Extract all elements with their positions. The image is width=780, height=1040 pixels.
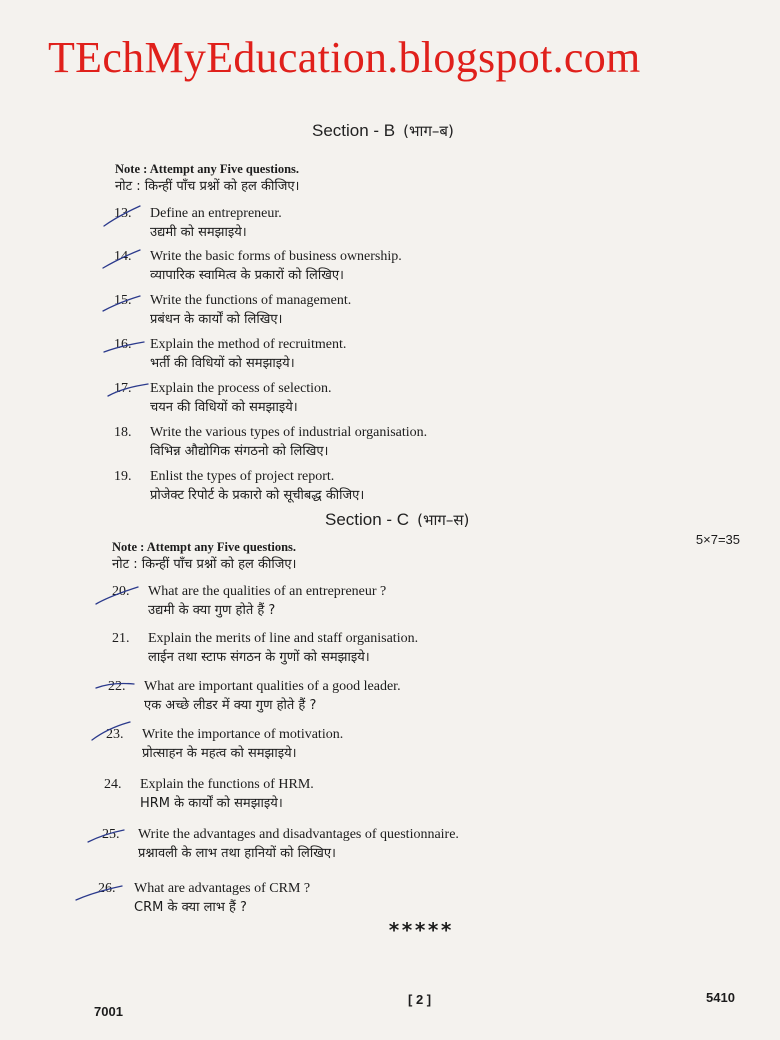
- question-number: 25.: [102, 827, 120, 842]
- question-13: [114, 205, 282, 243]
- question-text-hi: भर्ती की विधियों को समझाइये।: [150, 356, 295, 371]
- section-c-note-hi: नोट : किन्हीं पाँच प्रश्नों को हल कीजिए।: [112, 557, 297, 572]
- question-20: [112, 583, 386, 621]
- question-text-en: What are important qualities of a good leader.: [144, 679, 401, 694]
- question-text-hi: HRM के कार्यों को समझाइये।: [140, 796, 283, 811]
- section-b-title: [312, 121, 454, 141]
- question-24: [104, 776, 314, 814]
- question-text-hi: प्रोजेक्ट रिपोर्ट के प्रकारो को सूचीबद्ध कीजिए।: [150, 488, 365, 503]
- question-22: [108, 678, 401, 716]
- question-number: 16.: [114, 337, 132, 352]
- question-text-en: What are advantages of CRM ?: [134, 881, 311, 896]
- section-b-note-en: Note : Attempt any Five questions.: [115, 162, 300, 176]
- question-text-en: Explain the merits of line and staff organisation.: [148, 631, 419, 646]
- question-number: 13.: [114, 206, 132, 221]
- question-14: [114, 248, 402, 286]
- question-text-hi: उद्यमी को समझाइये।: [150, 225, 247, 240]
- question-25: [102, 826, 459, 864]
- section-c-note-en: Note : Attempt any Five questions.: [112, 540, 297, 554]
- question-19: [114, 468, 364, 506]
- section-b-title-hi: (भाग–ब): [403, 122, 454, 140]
- question-number: 17.: [114, 381, 132, 396]
- question-16: [114, 336, 346, 374]
- question-text-hi: एक अच्छे लीडर में क्या गुण होते हैं ?: [144, 698, 317, 713]
- question-text-en: Enlist the types of project report.: [150, 469, 335, 484]
- page-number: [ 2 ]: [408, 992, 432, 1007]
- section-b-note: [115, 161, 299, 195]
- watermark: TEchMyEducation.blogspot.com: [48, 33, 641, 82]
- question-text-hi: लाईन तथा स्टाफ संगठन के गुणों को समझाइये।: [148, 650, 370, 665]
- section-b-note-hi: नोट : किन्हीं पाँच प्रश्नों को हल कीजिए।: [115, 179, 300, 194]
- marks-label: 5×7=35: [695, 532, 740, 547]
- question-number: 18.: [114, 425, 132, 440]
- question-text-en: Write the advantages and disadvantages of questionnaire.: [138, 827, 459, 842]
- question-text-hi: उद्यमी के क्या गुण होते हैं ?: [148, 603, 276, 618]
- footer-code: 7001: [94, 1004, 123, 1019]
- section-c-title-hi: (भाग–स): [417, 511, 470, 529]
- question-text-en: Write the basic forms of business ownership.: [150, 249, 402, 264]
- paper-code: 5410: [706, 990, 735, 1005]
- question-number: 14.: [114, 249, 132, 264]
- question-number: 20.: [112, 584, 130, 599]
- question-number: 22.: [108, 679, 126, 694]
- question-text-hi: चयन की विधियों को समझाइये।: [150, 400, 298, 415]
- question-text-hi: विभिन्न औद्योगिक संगठनो को लिखिए।: [150, 444, 329, 459]
- question-text-en: Write the various types of industrial organisation.: [150, 425, 428, 440]
- section-c-title: [325, 510, 469, 530]
- question-18: [114, 424, 427, 462]
- question-text-en: Explain the process of selection.: [150, 381, 332, 396]
- question-text-hi: प्रोत्साहन के महत्व को समझाइये।: [142, 746, 297, 761]
- question-number: 24.: [104, 777, 122, 792]
- question-21: [112, 630, 418, 668]
- question-number: 21.: [112, 631, 130, 646]
- section-b-title-en: Section - B: [312, 121, 396, 140]
- section-c-title-en: Section - C: [325, 510, 410, 529]
- question-text-en: Write the functions of management.: [150, 293, 352, 308]
- question-number: 23.: [106, 727, 124, 742]
- question-number: 19.: [114, 469, 132, 484]
- question-text-en: Explain the functions of HRM.: [140, 777, 314, 792]
- question-17: [114, 380, 332, 418]
- question-15: [114, 292, 351, 330]
- question-text-en: Write the importance of motivation.: [142, 727, 344, 742]
- question-text-en: What are the qualities of an entrepreneur ?: [148, 584, 387, 599]
- question-text-en: Define an entrepreneur.: [150, 206, 282, 221]
- section-c-note: [112, 539, 296, 573]
- question-26: [98, 880, 310, 918]
- end-marker: *****: [388, 918, 454, 942]
- question-text-hi: व्यापारिक स्वामित्व के प्रकारों को लिखिए।: [150, 268, 344, 283]
- question-number: 26.: [98, 881, 116, 896]
- question-number: 15.: [114, 293, 132, 308]
- question-text-hi: CRM के क्या लाभ हैं ?: [134, 900, 247, 915]
- question-23: [106, 726, 343, 764]
- question-text-hi: प्रबंधन के कार्यों को लिखिए।: [150, 312, 283, 327]
- question-text-en: Explain the method of recruitment.: [150, 337, 347, 352]
- question-text-hi: प्रश्नावली के लाभ तथा हानियों को लिखिए।: [138, 846, 336, 861]
